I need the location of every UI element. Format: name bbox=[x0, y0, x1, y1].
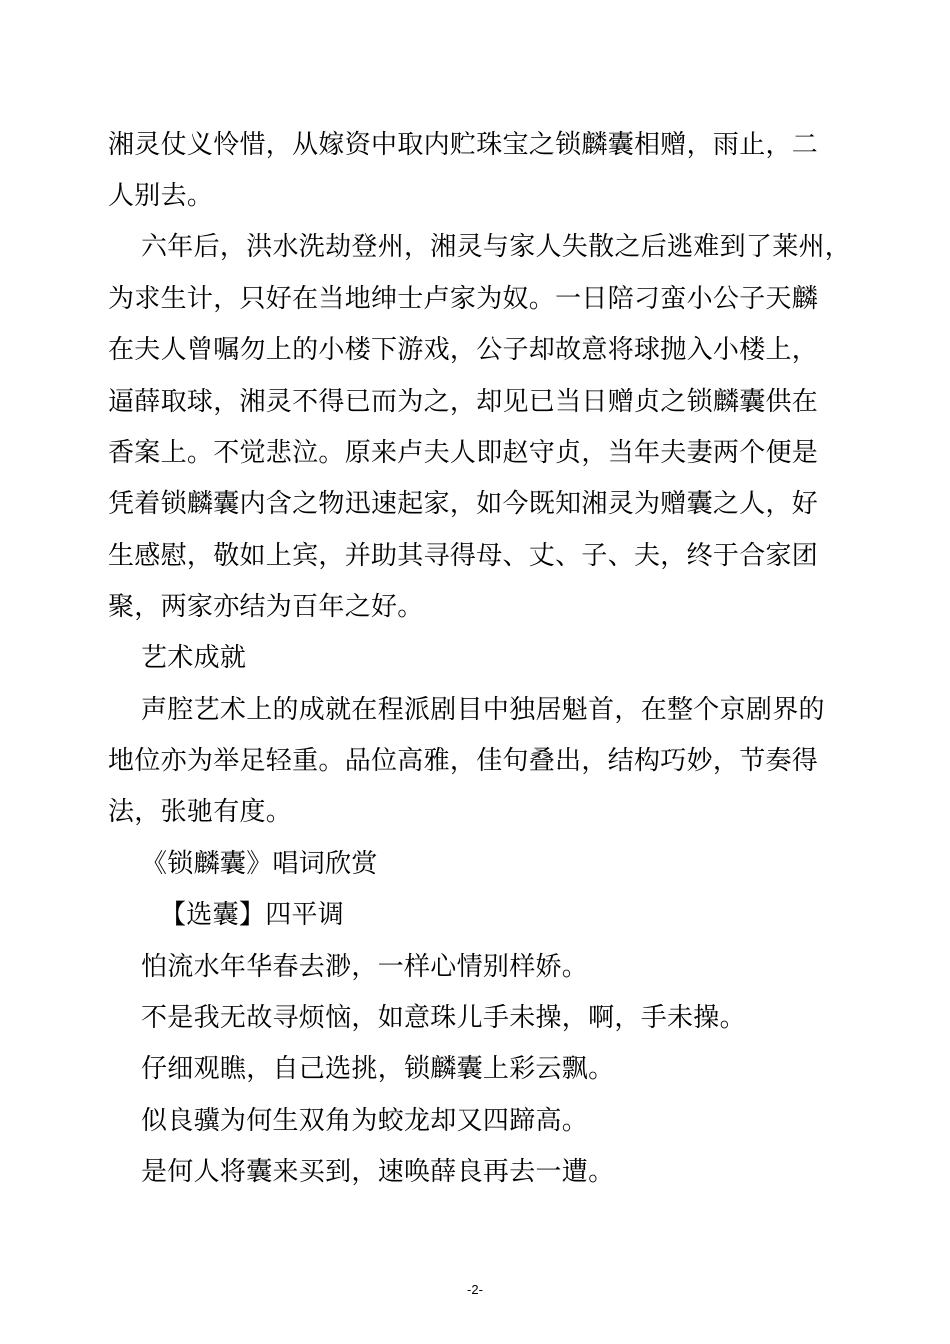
paragraph-2-line-8: 聚，两家亦结为百年之好。 bbox=[108, 592, 424, 622]
lyric-line-5: 是何人将囊来买到，速唤薛良再去一遭。 bbox=[141, 1157, 615, 1187]
paragraph-2-line-3: 在夫人曾嘱勿上的小楼下游戏，公子却故意将球抛入小楼上， bbox=[108, 335, 819, 365]
paragraph-2-line-2: 为求生计，只好在当地绅士卢家为奴。一日陪刁蛮小公子天麟 bbox=[108, 284, 819, 314]
subheading-xuan-nang: 【选囊】四平调 bbox=[160, 900, 345, 930]
paragraph-2-line-6: 凭着锁麟囊内含之物迅速起家，如今既知湘灵为赠囊之人，好 bbox=[108, 489, 819, 519]
paragraph-2-line-4: 逼薛取球，湘灵不得已而为之，却见已当日赠贞之锁麟囊供在 bbox=[108, 387, 819, 417]
heading-lyrics-appreciation: 《锁麟囊》唱词欣赏 bbox=[141, 849, 378, 879]
lyric-line-4: 似良骥为何生双角为蛟龙却又四蹄高。 bbox=[141, 1106, 589, 1136]
page-number: -2- bbox=[467, 1282, 483, 1297]
lyric-line-3: 仔细观瞧，自己选挑，锁麟囊上彩云飘。 bbox=[141, 1054, 615, 1084]
paragraph-2-line-5: 香案上。不觉悲泣。原来卢夫人即赵守贞，当年夫妻两个便是 bbox=[108, 438, 819, 468]
paragraph-1-line-1: 湘灵仗义怜惜，从嫁资中取内贮珠宝之锁麟囊相赠，雨止，二 bbox=[108, 130, 819, 160]
paragraph-3-line-1: 声腔艺术上的成就在程派剧目中独居魁首，在整个京剧界的 bbox=[141, 695, 825, 725]
lyric-line-2: 不是我无故寻烦恼，如意珠儿手未操，啊，手未操。 bbox=[141, 1003, 746, 1033]
paragraph-1-line-2: 人别去。 bbox=[108, 181, 214, 211]
paragraph-2-line-1: 六年后，洪水洗劫登州，湘灵与家人失散之后逃难到了莱州， bbox=[141, 232, 852, 262]
paragraph-3-line-3: 法，张驰有度。 bbox=[108, 797, 293, 827]
paragraph-2-line-7: 生感慰，敬如上宾，并助其寻得母、丈、子、夫，终于合家团 bbox=[108, 541, 819, 571]
heading-art-achievement: 艺术成就 bbox=[141, 643, 247, 673]
lyric-line-1: 怕流水年华春去渺，一样心情别样娇。 bbox=[141, 952, 589, 982]
paragraph-3-line-2: 地位亦为举足轻重。品位高雅，佳句叠出，结构巧妙，节奏得 bbox=[108, 746, 819, 776]
